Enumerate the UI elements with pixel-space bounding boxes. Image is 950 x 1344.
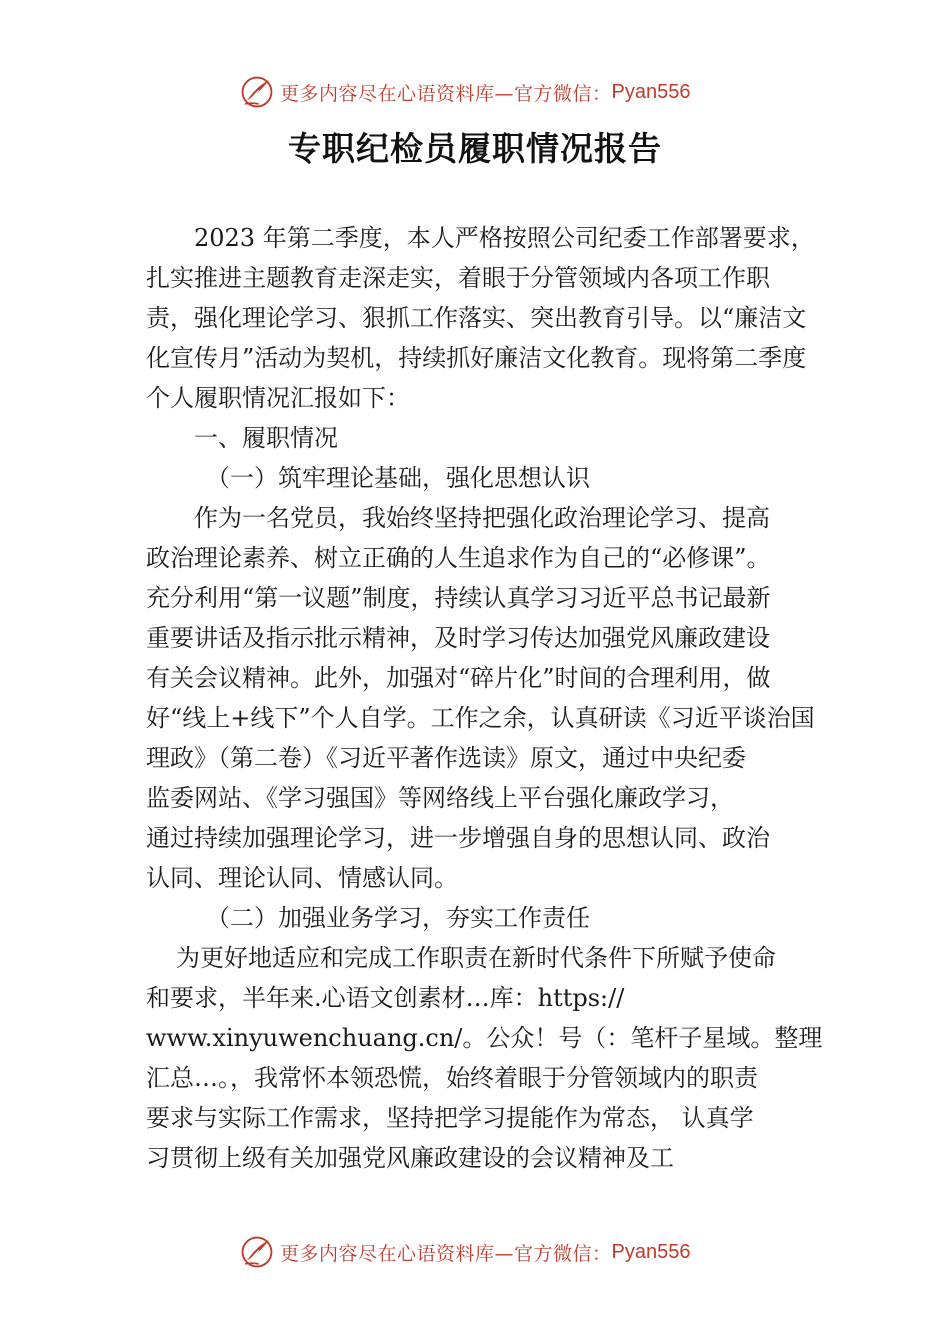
paragraph-line: 政治理论素养、树立正确的人生追求作为自己的“必修课”。 bbox=[146, 544, 771, 572]
watermark-handle: Pyan556 bbox=[611, 1240, 691, 1263]
paragraph-line: 责，强化理论学习、狠抓工作落实、突出教育引导。以“廉洁文 bbox=[146, 304, 807, 332]
paragraph-line: 通过持续加强理论学习，进一步增强自身的思想认同、政治 bbox=[146, 824, 770, 852]
quill-pen-icon bbox=[240, 1235, 274, 1269]
paragraph-line: www.xinyuwenchuang.cn/。公众！号（：笔杆子星域。整理 bbox=[146, 1024, 823, 1052]
paragraph-line: 要求与实际工作需求，坚持把学习提能作为常态， 认真学 bbox=[146, 1104, 754, 1132]
watermark-text: 更多内容尽在心语资料库—官方微信： bbox=[280, 82, 612, 105]
paragraph-line: 认同、理论认同、情感认同。 bbox=[146, 864, 458, 892]
subsection-heading: （二）加强业务学习，夯实工作责任 bbox=[206, 904, 590, 932]
document-body bbox=[146, 218, 846, 1178]
section-heading: 一、履职情况 bbox=[194, 424, 338, 452]
watermark-banner-top bbox=[240, 72, 690, 112]
paragraph-line: 扎实推进主题教育走深走实，着眼于分管领域内各项工作职 bbox=[146, 264, 770, 292]
paragraph-line: 习贯彻上级有关加强党风廉政建设的会议精神及工 bbox=[146, 1144, 674, 1172]
paragraph-line: 2023 年第二季度，本人严格按照公司纪委工作部署要求， bbox=[194, 224, 815, 252]
paragraph-line: 好“线上+线下”个人自学。工作之余，认真研读《习近平谈治国 bbox=[146, 704, 815, 732]
watermark-text: 更多内容尽在心语资料库—官方微信： bbox=[280, 1242, 612, 1265]
paragraph-line: 监委网站、《学习强国》等网络线上平台强化廉政学习， bbox=[146, 784, 734, 812]
subsection-heading: （一）筑牢理论基础，强化思想认识 bbox=[206, 464, 590, 492]
paragraph-line: 理政》（第二卷）《习近平著作选读》原文，通过中央纪委 bbox=[146, 744, 746, 772]
paragraph-line: 和要求，半年来.心语文创素材…库：https:// bbox=[146, 984, 625, 1012]
paragraph-line: 汇总…。，我常怀本领恐慌，始终着眼于分管领域内的职责 bbox=[146, 1064, 758, 1092]
paragraph-line: 重要讲话及指示批示精神，及时学习传达加强党风廉政建设 bbox=[146, 624, 770, 652]
paragraph-line: 个人履职情况汇报如下： bbox=[146, 384, 410, 412]
watermark-banner-bottom bbox=[240, 1232, 690, 1272]
paragraph-line: 有关会议精神。此外，加强对“碎片化”时间的合理利用，做 bbox=[146, 664, 771, 692]
paragraph-line: 作为一名党员，我始终坚持把强化政治理论学习、提高 bbox=[194, 504, 770, 532]
paragraph-line: 充分利用“第一议题”制度，持续认真学习习近平总书记最新 bbox=[146, 584, 771, 612]
paragraph-line: 化宣传月”活动为契机，持续抓好廉洁文化教育。现将第二季度 bbox=[146, 344, 807, 372]
paragraph-line: 为更好地适应和完成工作职责在新时代条件下所赋予使命 bbox=[176, 944, 776, 972]
watermark-handle: Pyan556 bbox=[611, 80, 691, 103]
document-title: 专职纪检员履职情况报告 bbox=[288, 129, 662, 168]
quill-pen-icon bbox=[240, 75, 274, 109]
